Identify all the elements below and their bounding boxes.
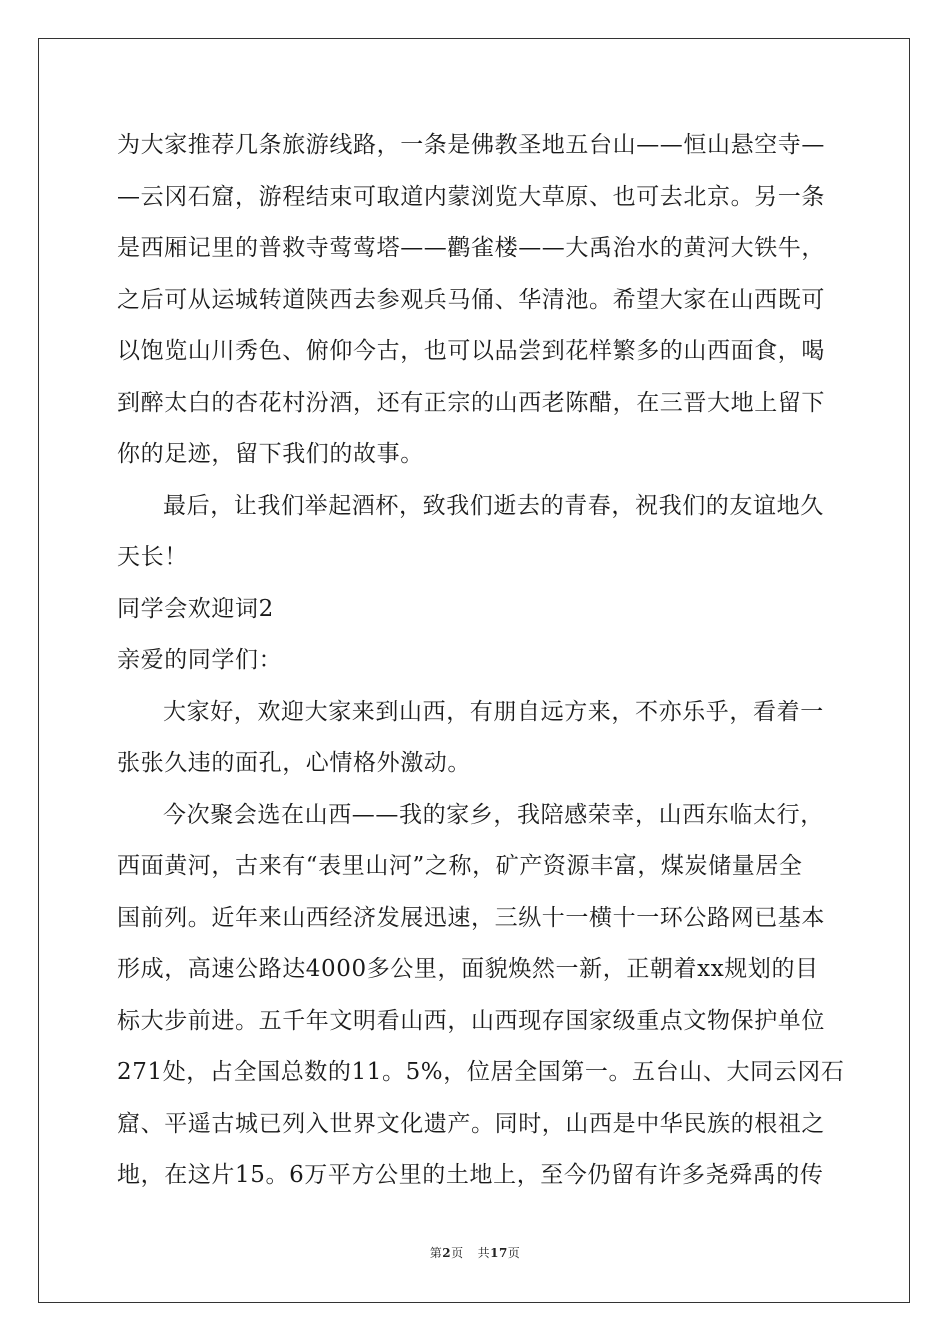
- salutation: 亲爱的同学们：: [117, 647, 283, 673]
- text-line: 为大家推荐几条旅游线路，一条是佛教圣地五台山——恒山悬空寺—: [117, 132, 825, 158]
- text-line: 西面黄河，古来有“表里山河”之称，矿产资源丰富，煤炭储量居全: [117, 853, 803, 879]
- text-line: 271处，占全国总数的11。5%，位居全国第一。五台山、大同云冈石: [117, 1059, 845, 1085]
- text-line: 是西厢记里的普救寺莺莺塔——鹳雀楼——大禹治水的黄河大铁牛，: [117, 235, 825, 261]
- total-suffix: 页: [507, 1246, 521, 1260]
- total-pages: 17: [490, 1246, 508, 1260]
- text-line: 之后可从运城转道陕西去参观兵马俑、华清池。希望大家在山西既可: [117, 286, 825, 313]
- text-line: 标大步前进。五千年文明看山西，山西现存国家级重点文物保护单位: [117, 1007, 825, 1034]
- document-body: [117, 120, 845, 1202]
- text-line: 以饱览山川秀色、俯仰今古，也可以品尝到花样繁多的山西面食，喝: [117, 338, 825, 364]
- text-line: 窟、平遥古城已列入世界文化遗产。同时，山西是中华民族的根祖之: [117, 1110, 825, 1137]
- page-suffix: 页: [451, 1246, 464, 1260]
- total-prefix: 共: [477, 1246, 491, 1260]
- page-footer: [0, 1244, 950, 1261]
- page-number: 2: [442, 1246, 452, 1260]
- paragraph-first-line: 最后，让我们举起酒杯，致我们逝去的青春，祝我们的友谊地久: [163, 492, 824, 519]
- page-prefix: 第: [429, 1246, 443, 1260]
- paragraph-first-line: 今次聚会选在山西——我的家乡，我陪感荣幸，山西东临太行，: [163, 801, 824, 828]
- text-line: —云冈石窟，游程结束可取道内蒙浏览大草原、也可去北京。另一条: [117, 183, 825, 210]
- text-line: 你的足迹，留下我们的故事。: [117, 441, 424, 467]
- text-line: 张张久违的面孔，心情格外激动。: [117, 750, 471, 776]
- text-line: 地，在这片15。6万平方公里的土地上，至今仍留有许多尧舜禹的传: [117, 1162, 824, 1188]
- text-line: 形成，高速公路达4000多公里，面貌焕然一新，正朝着xx规划的目: [117, 956, 819, 982]
- paragraph-first-line: 大家好，欢迎大家来到山西，有朋自远方来，不亦乐乎，看着一: [163, 698, 824, 725]
- text-line: 天长！: [117, 544, 188, 570]
- text-line: 国前列。近年来山西经济发展迅速，三纵十一横十一环公路网已基本: [117, 904, 825, 931]
- section-heading: 同学会欢迎词2: [117, 595, 274, 622]
- text-line: 到醉太白的杏花村汾酒，还有正宗的山西老陈醋，在三晋大地上留下: [117, 389, 825, 416]
